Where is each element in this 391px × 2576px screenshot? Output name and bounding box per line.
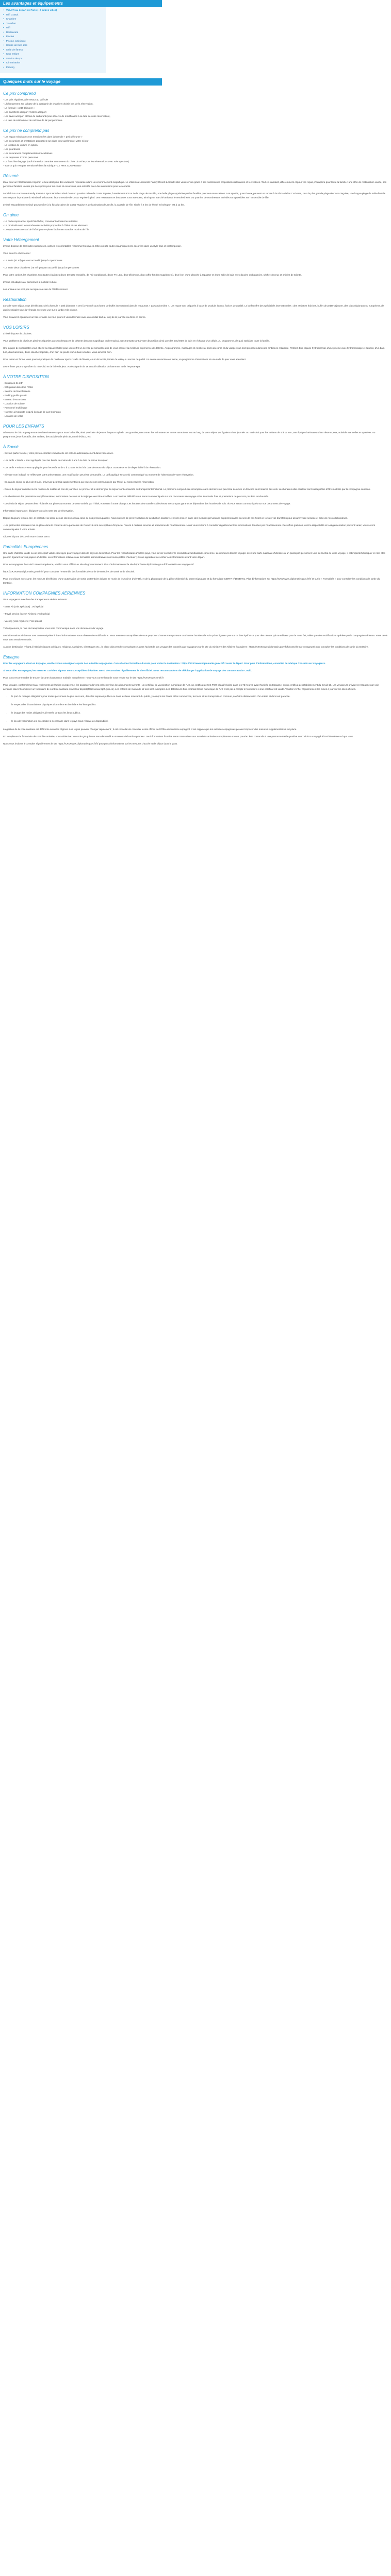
paragraph: - La Suite deux chambres (75 m²) pouvant accueillir jusqu'à 6 personnes — [3, 266, 79, 269]
paragraph: L'hôtel est adapté aux personnes à mobilité réduite. — [3, 281, 58, 283]
list-line: - Les dépenses d'ordre personnel — [3, 156, 39, 159]
info-section — [0, 91, 391, 746]
list-item: • le respect des distanciations physiques d'un mètre et demi dans les lieux publics. — [11, 703, 388, 707]
paragraph: La gestion de la crise sanitaire est différente selon les régions. Les règles peuvent changer rapidement ; il est conseillé de consulter le site officiel de l'Office de tourisme espagnol. Il est rappelé que les autorités espagnoles peuvent imposer des mesures supplémentaires sur place. — [3, 728, 297, 731]
bullet-icon: • — [3, 36, 4, 38]
paragraph: - Les tarifs « enfants » sont appliqués pour les enfants de 2 à 12 ans inclus à la date de retour du séjour. Sous réserve de disponibilité à la réservation. — [3, 466, 161, 469]
hebergement-text — [3, 244, 388, 292]
list-line: - Les repas et boissons non mentionnées dans la formule « petit-déjeuner » — [3, 135, 83, 138]
paragraph: Information importante : Éloignez-vous de notre site de réservation. — [3, 510, 74, 512]
paragraph: - Si vous partez seul(e), votre prix en chambre individuelle est calculé automatiquement dans votre devis. — [3, 452, 113, 454]
paragraph: https://XXXXwww.diplomatie.gouv.fr/fr/ pour consulter l'ensemble des formalités de sortie de territoire, de santé et de sécurité. — [3, 570, 135, 573]
list-line: - Les assurances complémentaires facultatives — [3, 152, 53, 155]
paragraph: Nous vous invitons à consulter régulièrement le site https://XXXXwww.diplomatie.gouv.fr/fr/ pour plus d'informations sur les mesures d'accès et de séjour dans le pays. — [3, 742, 178, 745]
paragraph: - Des frais de séjour peuvent être réclamés sur place au moment de votre arrivée par l'hôtel, et restent à votre charge. Les horaires des transferts aller/retour ne sont pas garantis et dépendent des horaires de vols. Ils vous seront communiqués sur vos documents de voyage. — [3, 502, 291, 505]
paragraph: Pour votre confort, les chambres sont toutes équipées d'une terrasse meublée, de l'air conditionné, d'une TV LCD, d'un téléphone, d'un coffre-fort (en supplément), d'un lit et d'une planche à repasser et d'une salle de bain avec douche ou baignoire, sèche-cheveux et articles de toilette. — [3, 274, 302, 276]
list-line: - Tout ce qui n'est pas mentionné dans la rubrique "CE PRIX COMPREND" — [3, 164, 82, 167]
paragraph: - Vueling (vols réguliers) : Vol spécial — [3, 620, 42, 622]
amenity-label: Parking — [6, 66, 14, 69]
enfants-title: POUR LES ENFANTS — [3, 424, 44, 429]
paragraph: - Les tarifs « bébés » sont appliqués pour les bébés de moins de 2 ans à la date de retour du séjour. — [3, 459, 108, 462]
restauration-text — [3, 304, 388, 319]
amenity-label: Service de spa — [6, 57, 23, 60]
bullet-icon: • — [3, 44, 4, 47]
list-line: - La formule « petit-déjeuner » — [3, 107, 35, 109]
list-line: - Les pourboires — [3, 148, 21, 150]
list-line: - Les transferts aéroport / hôtel / aéroport — [3, 111, 46, 113]
list-line: - Location de voiture — [3, 402, 25, 405]
important-info — [3, 509, 388, 539]
list-item: • le lavage des mains obligatoire à l'entrée de tous les lieux publics. — [11, 711, 388, 715]
paragraph: Vous voyagerez avec l'un des transporteurs aériens suivants : — [3, 598, 68, 601]
compagnies-text — [3, 598, 388, 631]
paragraph: Les enfants pourront profiter du mini-club et de l'aire de jeux. Accès à partir de 16 ans à l'utilisation du hammam et de l'espace spa. — [3, 365, 141, 368]
amenity-item — [3, 57, 106, 62]
paragraph: En remplissant le formulaire de contrôle sanitaire, vous obtiendrez un code QR qui vous sera demandé au moment de l'embarquement. Les informations fournies seront transmises aux autorités sanitaires compétentes et vous pourriez être contactés si une personne testée positive au Covid-19 a voyagé à bord du même vol que vous. — [3, 735, 354, 738]
paragraph: - Enter Air (vols spéciaux) : Vol spécial — [3, 605, 44, 608]
amenity-item — [3, 40, 106, 44]
amenity-label: Wifi Gratuit — [6, 13, 19, 16]
price-included-title: Ce prix comprend — [3, 91, 36, 96]
espagne-title: Espagne — [3, 655, 20, 659]
paragraph: Cliquez ici pour découvrir notre charte Zen'S — [3, 535, 50, 538]
paragraph: Une carte d'identité valide ou un passeport valide est exigée pour voyager dans le pays de destination. Pour les ressortissants d'autres pays, vous devez consulter le consulat ou l'ambassade concernée. Les mineurs doivent voyager avec une carte nationale d'identité ou un passeport personnel. Lors de l'achat de votre voyage, il est impératif d'indiquer le nom et le prénom figurant sur vos papiers d'identité. Les informations relatives aux formalités administratives sont susceptibles d'évoluer ; il vous appartient de vérifier ces informations avant votre départ. — [3, 552, 385, 558]
amenity-label: Wifi — [6, 27, 10, 29]
bullet-icon: • — [3, 57, 4, 60]
paragraph: Si vous allez en Espagne, les mesures Covid en vigueur sont susceptibles d'évoluer. Merci de consulter régulièrement le site officiel. Nous recommandons de télécharger l'application de traçage des contacts Radar Covid. — [3, 669, 252, 672]
amenity-item — [3, 61, 106, 66]
amenity-label: Vol A/R au départ de Paris (+2 autres villes) — [6, 9, 57, 12]
paragraph: - Les protocoles sanitaires mis en place dans le contexte de la pandémie de Covid-19 sont susceptibles d'impacter l'accès à certains services et attractions de l'établissement. Nous vous invitons à consulter régulièrement les informations données par l'établissement. Des offres gratuites, dont la disponibilité et la réglementation peuvent varier, vous seront communiquées à votre arrivée. — [3, 524, 375, 531]
loisirs-title: VOS LOISIRS — [3, 325, 29, 330]
bullet-icon: • — [3, 31, 4, 34]
list-line: - Wifi gratuit dans tout l'hôtel — [3, 386, 33, 388]
list-line: - La location de voiture en option — [3, 144, 38, 146]
price-excluded-title: Ce prix ne comprend pas — [3, 128, 50, 133]
amenity-label: Climatisation — [6, 62, 21, 64]
info-header: Quelques mots sur le voyage — [0, 78, 162, 86]
on-aime-title: On aime — [3, 213, 19, 217]
bullet-icon: • — [3, 40, 4, 43]
list-line: - La proximité avec les nombreuses activités proposées à l'hôtel et ses alentours — [3, 224, 88, 227]
amenity-item — [3, 26, 106, 31]
bullet-icon: • — [3, 48, 4, 52]
amenity-label: Piscine extérieure — [6, 40, 26, 43]
bullet-icon: • — [3, 18, 4, 21]
list-line: - L'hébergement sur la base de la catégorie de chambre choisie lors de la réservation, — [3, 103, 93, 105]
bullet-icon: • — [3, 22, 4, 25]
paragraph: - En cas de séjour de plus de 3 nuits, prévoyez des frais supplémentaires qui vous seront communiqués par l'hôtel au moment de la réservation. — [3, 481, 155, 483]
paragraph: - Travel service (Czech Airlines) : Vol spécial — [3, 613, 50, 615]
amenity-item — [3, 18, 106, 22]
amenity-item — [3, 22, 106, 27]
list-line: - Boutiques 24-24h — [3, 382, 23, 384]
paragraph: Lors de votre séjour, vous bénéficierez de la formule « petit déjeuner » servi à volonté sous forme de buffet international dans le restaurant « La Cordonnière ». Les repas sont préparés à base de produits locaux, frais et de qualité. Le buffet offre des spécialités internationales : des assiettes fraîches, buffet de petits-déjeuner, des plats régionaux ou européens, de quoi se régaler sous la véranda avec une vue sur le jardin et la piscine. — [3, 304, 384, 311]
amenity-item — [3, 66, 106, 71]
amenity-item — [3, 9, 106, 13]
paragraph: Le Vilalcisou Lanzarote Family Resort & Sport Hotel est situé dans un quartier calme de Costa Teguise, à seulement 900 m de la plage de Bastián, une belle plage appréciée par les familles pour ses eaux calmes. Les sportifs, quant à eux, peuvent se rendre à la Plaza de las Cucharas, c'est la plus grande plage de Costa Teguise, une longue plage de sable fin très connue pour la pratique du windsurf. Découvrez la promenade de Costa Teguise à pied. Des restaurants et boutiques vous attendent, ainsi qu'un marché artisanal le vendredi soir. Du quartier, de nombreuses activités sont possibles sur l'ensemble de l'île. — [3, 192, 385, 199]
amenity-item — [3, 31, 106, 36]
list-line: - Le cadre reposant et sportif de l'hôtel, convenant à toutes les attentes — [3, 220, 78, 223]
paragraph: Une équipe de spécialistes vous attend au Spa de l'hôtel pour vous offrir un service personnalisé afin de vous assurer la meilleure expérience de détente. Au programme, massages et nombreux soins du corps et du visage vous sont proposés dans une ambiance relaxante. Profitez d'un espace hydrothermal, d'une piscine avec hydromassage et saunas, d'un bain turc, d'un hammam, d'une douche tropicale, d'un bain de pieds et d'un bain à bulles. Vous aimerez bien. — [3, 347, 385, 353]
amenity-item — [3, 53, 106, 57]
compagnies-title: INFORMATION COMPAGNIES AERIENNES — [3, 591, 86, 596]
list-item: • le lieu de vaccination est accessible si nécessaire dans le pays sous réserve de disponibilité. — [11, 719, 388, 723]
paragraph: L'hôtel est parfaitement situé pour profiter à la fois du calme de Costa Teguise et de l'animation d'Arrecife, la capitale de l'île, située à 8 km de l'hôtel et l'aéroport est à 12 km. — [3, 204, 185, 206]
paragraph: Vous profiterez de plusieurs piscines réparties au sein d'espaces de détente dans un magnifique cadre tropical. Des transats sont à votre disposition ainsi que des serviettes de bain en échange d'un dépôt. Au programme, de quoi satisfaire toute la famille. — [3, 340, 270, 342]
amenity-label: Centre de bien-être — [6, 44, 28, 47]
enfants-text — [3, 431, 388, 439]
paragraph: Pour rester en forme, vous pourrez pratiquer de nombreux sports : salle de fitness, court de tennis, terrain de volley ou encore de padel. Un centre de remise en forme, un programme d'animations et une salle de jeux vous attendent. — [3, 358, 247, 361]
savoir-text — [3, 451, 388, 506]
list-item: • le port du masque obligatoire pour toutes personnes de plus de 6 ans, dans les espaces publics ou dans les lieux recevant du public, y compris les hôtels et les commerces, les taxis et les transports en commun, sauf si la distanciation d'un mètre et demi est garantie. — [11, 694, 388, 699]
amenity-label: Piscine — [6, 36, 14, 38]
paragraph: Idéal pour un hôtel familial et sportif, le lieu idéal pour des vacances reposantes dans un environnement magnifique. Le Vilalcisou Lanzarote Family Resort & Sport Hotel vous servira grâce à ses nombreuses propositions relaxantes et récréatives. Tout ce standard, différemment et pour vos repas, s'adaptera pour toute la famille : une offre de restauration variée, son personnel familier, un vrai pro des sports pour les cours et excursions, des activités avec des animations pour les enfants. — [3, 181, 387, 188]
paragraph: - La Suite (52 m²) pouvant accueillir jusqu'à 4 personnes — [3, 259, 62, 262]
list-line: - L'emplacement central de l'hôtel pour explorer facilement tous les recoins de l'île — [3, 228, 89, 231]
resume-title: Résumé — [3, 174, 19, 178]
amenities-list — [0, 7, 106, 73]
page — [0, 0, 391, 770]
paragraph: Pour vous recommander de trouver la carte d'assurance maladie européenne, nous vous conseillons de vous rendre sur le site https://XXXXwww.ameli.fr — [3, 676, 164, 679]
hebergement-title: Votre Hébergement — [3, 238, 39, 242]
paragraph: - Durée du séjour calculée sur le nombre de nuitées et non de journées. Le premier et le dernier jour du séjour sont consacrés au transport international. La première nuit peut être incomplète ou la dernière nuit peut être écourtée en fonction des horaires des vols. Les horaires aller et retour sont susceptibles d'être modifiés par la compagnie aérienne. — [3, 488, 371, 490]
list-line: - Les vols réguliers, aller-retour au tarif A/R — [3, 98, 48, 101]
list-line: - Parking public gratuit — [3, 394, 27, 397]
paragraph: Pour les voyageurs hors de l'Union Européenne, veuillez vous référer au site du gouvernement. Plus d'information sur le site https://www.diplomatie.gouv.fr/fr/conseils-aux-voyageurs/ — [3, 563, 194, 566]
price-included-list — [3, 98, 388, 123]
paragraph: Les animaux ne sont pas acceptés au sein de l'établissement. — [3, 288, 69, 291]
savoir-title: À Savoir — [3, 445, 19, 449]
bagages-text — [3, 634, 388, 649]
list-line: - Personnel multilingue — [3, 406, 27, 409]
restauration-title: Restauration — [3, 297, 27, 302]
bullet-icon: • — [3, 13, 4, 16]
paragraph: - Si votre nom indiqué ne reflète pas votre présentation, une modification peut être demandée. Le tarif appliqué sera celui communiqué au moment de l'obtention de votre réservation. — [3, 473, 194, 476]
amenity-label: Club enfant — [6, 53, 19, 56]
espagne-text — [3, 662, 388, 691]
paragraph: Aucune destination n'étant à l'abri de risques politiques, religieux, sanitaires, climatiques etc., le client doit prendre connaissance avant l'achat de son voyage des conseils aux voyageurs sur le site du ministère des Affaires étrangères : https://XXXXwww.diplomatie.gouv.fr/fr/conseils-aux-voyageurs/ pour consulter les conditions de sortie du territoire. — [3, 646, 369, 648]
amenity-item — [3, 48, 106, 53]
list-line: - Service de blanchisserie — [3, 390, 30, 393]
paragraph: L'hôtel dispose de piscines. — [3, 332, 32, 335]
on-aime-list — [3, 219, 388, 232]
formalites-text — [3, 551, 388, 585]
paragraph: L'hôtel dispose de 310 suites spacieuses, calmes et confortables récemment rénovées. Elles ont été toutes magnifiquement décorées dans un style frais et contemporain. — [3, 245, 182, 247]
list-line: - Le franchise bagage (sauf si mention contraire au moment du choix du vol et pour les réservations avec vols spéciaux) — [3, 160, 129, 163]
list-line: - Navette 4/J gratuite jusqu'à la plage de Las Cucharas — [3, 411, 61, 413]
amenity-label: Chambre — [6, 18, 17, 21]
disposition-title: À VOTRE DISPOSITION — [3, 375, 49, 379]
formalites-title: Formalités Européennes — [3, 545, 48, 549]
amenity-label: Transfert — [6, 22, 16, 25]
amenities-header: Les avantages et équipements — [0, 0, 162, 7]
paragraph: Vous trouverez également un bar-terrasse où vous pourrez vous détendre avec un cocktail tout au long de la journée ou dîner en soirée. — [3, 316, 146, 318]
paragraph: Vous aurez le choix entre : — [3, 252, 31, 255]
amenity-label: Restaurant — [6, 31, 19, 34]
list-line: - La taxe de solidarité et de carbone de 5€ par personne. — [3, 119, 63, 122]
price-excluded-list — [3, 135, 388, 168]
amenity-item — [3, 35, 106, 40]
paragraph: Théoriquement, le nom du transporteur vous sera communiqué dans vos documents de voyage. — [3, 627, 104, 630]
paragraph: Depuis toujours, le bien-être, le confort et la santé de nos clients sont au cœur de nos préoccupations. Nous suivons de près l'évolution de la situation sanitaire et avons mis en place des mesures préventives supplémentaires au sein de nos hôtels et lors de vos transferts pour assurer votre sécurité et celle de nos collaborateurs. — [3, 517, 348, 519]
paragraph: Pour les voyageurs allant en Espagne, veuillez-vous renseigner auprès des autorités espagnoles. Consultez les formalités d'accès pour visiter la destination : https://XXXXwww.diplomatie.gouv.fr/fr/ avant le départ. Pour plus d'informations, consultez la rubrique Conseils aux voyageurs. — [3, 662, 326, 665]
list-line: - Location de vélos — [3, 415, 23, 417]
loisirs-text — [3, 332, 388, 369]
resume-text — [3, 180, 388, 207]
amenity-label: Salle de fitness — [6, 48, 23, 52]
disposition-list — [3, 381, 388, 418]
list-line: - Bureau d'excursions — [3, 398, 26, 401]
bullet-icon: • — [3, 9, 4, 12]
paragraph: Pour les séjours avec carte, les mineurs bénéficiant d'une autorisation de sortie du territoire doivent se munir de leur pièce d'identité, et de la photocopie de la pièce d'identité du parent signataire et du formulaire CERFA n°15646*01. Plus d'informations sur https://XXXXwww.diplomatie.gouv.fr/fr/ et sur le « Formalités » pour consulter les conditions de sortie du territoire. — [3, 578, 380, 584]
bullet-icon: • — [3, 27, 4, 29]
bullet-icon: • — [3, 53, 4, 56]
list-line: - Les excursions et prestations proposées sur place pour agrémenter votre séjour — [3, 140, 89, 142]
paragraph: Découvrez le club et programme de divertissements pour toute la famille, ainsi que l'aire de jeux et l'espace Splash. Les grandes, rencontrez les animateurs et autres attractions tout au long de votre séjour qui égaieront leur journée. Au mini-club pour les enfants de 4 à 12 ans, une équipe d'animateurs leur réserve jeux, activités manuelles et sportives. Au programme, jeux éducatifs, des ateliers, des activités de plein air, un mini-disco, etc. — [3, 431, 376, 438]
list-line: - Les taxes aéroport et frais de carburant (sous réserve de modification à la date de votre réservation), — [3, 115, 110, 117]
espagne-closing — [3, 727, 388, 746]
espagne-bullets — [3, 694, 388, 723]
bullet-icon: • — [3, 62, 4, 64]
bullet-icon: • — [3, 66, 4, 69]
amenity-item — [3, 13, 106, 18]
amenity-item — [3, 44, 106, 48]
paragraph: Pour voyager, conformément aux règlements de l'Union européenne, les passagers doivent présenter l'un des documents suivants : un certificat de vaccination numérique de l'UE, un certificat de test PCR négatif réalisé dans les 72 heures avant l'arrivée en Espagne, ou un certificat de rétablissement du Covid-19. Les voyageurs arrivant en Espagne par voie aérienne doivent compléter un formulaire de contrôle sanitaire avant leur départ (https://www.spth.gob.es). Les enfants de moins de 12 ans sont exemptés. Les détenteurs d'un certificat Covid numérique de l'UE n'ont pas à remplir le formulaire si leur certificat est valide. Veuillez vérifier régulièrement les mises à jour sur les sites officiels. — [3, 684, 379, 690]
paragraph: - En choisissant des prestations supplémentaires, les horaires des vols et le trajet peuvent être modifiés. Les horaires définitifs vous seront communiqués sur vos documents de voyage et les éventuels frais et prestations ne pourront pas être remboursés. — [3, 495, 269, 498]
paragraph: Les informations ci-dessus sont communiquées à titre d'information et sous réserve de modifications. Nous sommes susceptibles de vous proposer d'autres transporteurs ou d'autres horaires de vols qui ne figurent pas sur ce descriptif et ce pour des raisons qui ne relèvent pas de notre fait, telles que des modifications opérées par la compagnie aérienne. Votre devis vous sera ensuite transmis. — [3, 634, 388, 641]
